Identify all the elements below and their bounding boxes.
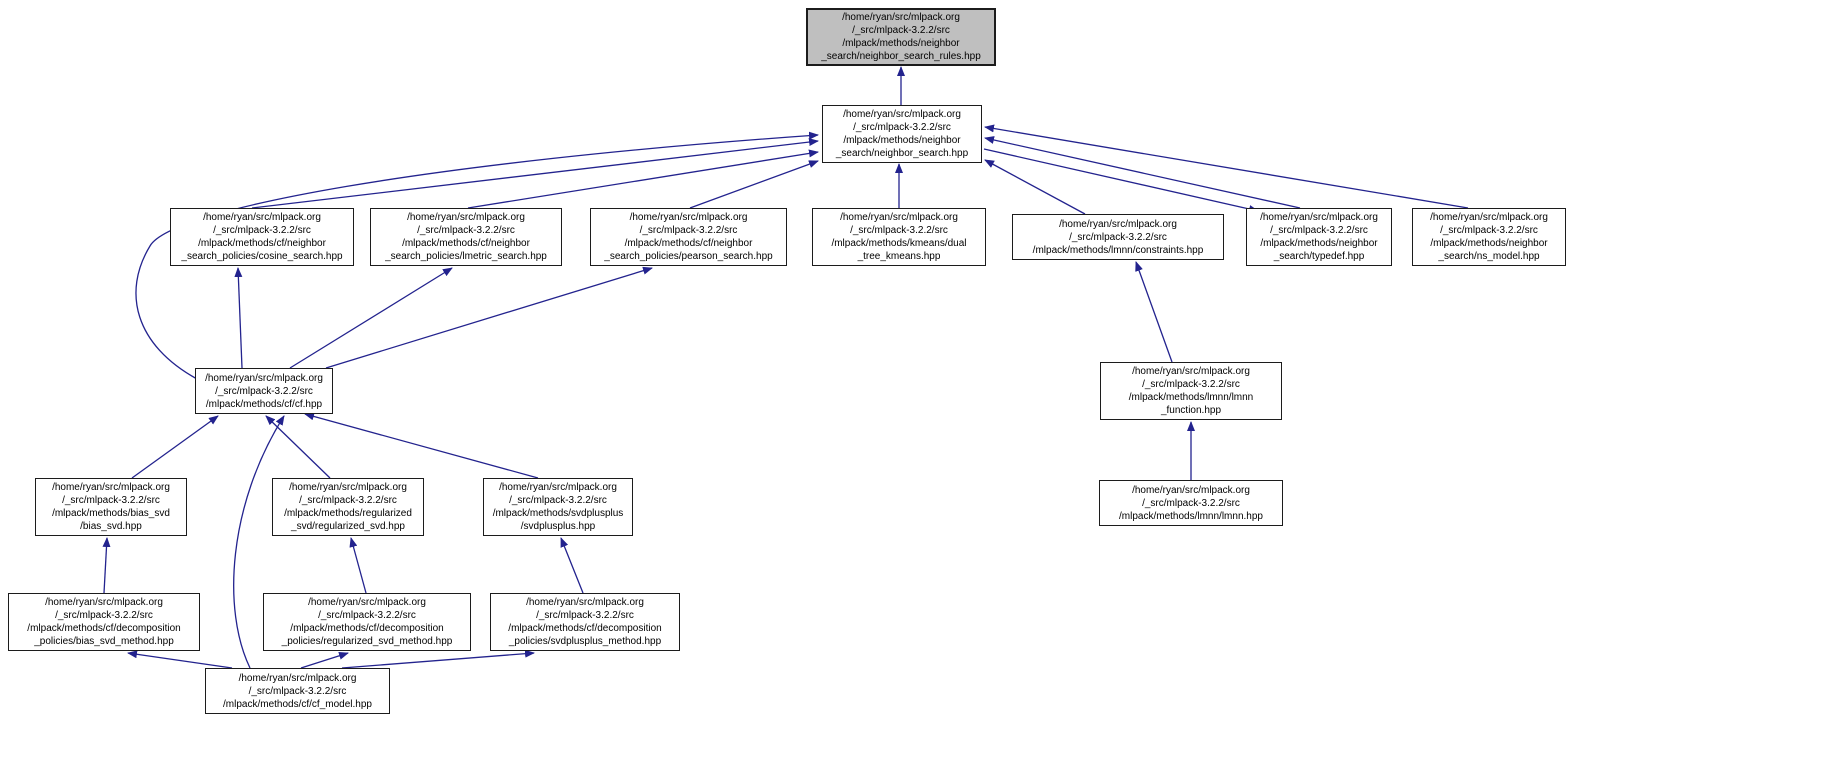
edge-bias-svd-to-cf — [132, 416, 218, 478]
node-label-line: /home/ryan/src/mlpack.org — [52, 482, 170, 493]
node-label-line: /home/ryan/src/mlpack.org — [308, 597, 426, 608]
edge-lmnn-function-to-lmnn-constraints — [1136, 262, 1172, 362]
node-label-line: /home/ryan/src/mlpack.org — [238, 672, 357, 684]
node-label-line: /svdplusplus.hpp — [520, 521, 596, 532]
node-label-line: /mlpack/methods/lmnn/lmnn — [1128, 392, 1254, 403]
node-label-line: /_src/mlpack-3.2.2/src — [215, 385, 313, 397]
node-label-line: /mlpack/methods/cf/cf_model.hpp — [223, 698, 372, 710]
node-label-line: /mlpack/methods/cf/neighbor — [198, 238, 326, 249]
graph-node-bias-svd[interactable] — [35, 478, 187, 536]
edge-cf-model-to-svdplusplus-method — [342, 653, 534, 668]
node-label-line: /mlpack/methods/neighbor — [1430, 238, 1548, 249]
node-label-line: _search/neighbor_search_rules.hpp — [821, 51, 981, 62]
graph-node-neighbor-search[interactable] — [822, 105, 982, 163]
graph-node-regularized-svd[interactable] — [272, 478, 424, 536]
node-label-line: /_src/mlpack-3.2.2/src — [213, 225, 311, 236]
node-label-line: /mlpack/methods/neighbor — [1260, 238, 1378, 249]
node-label-line: /mlpack/methods/regularized — [284, 508, 412, 519]
node-label-line: /_src/mlpack-3.2.2/src — [639, 225, 738, 236]
node-label-line: _tree_kmeans.hpp — [857, 251, 941, 262]
edge-cosine-search-to-neighbor-search — [252, 141, 818, 208]
node-label-line: /mlpack/methods/neighbor — [843, 135, 961, 146]
node-label-line: /_src/mlpack-3.2.2/src — [248, 685, 347, 697]
edge-bias-svd-method-to-bias-svd — [104, 538, 107, 593]
node-label-line: _search_policies/cosine_search.hpp — [181, 251, 343, 262]
graph-node-lmetric-search[interactable] — [370, 208, 562, 266]
node-label-line: /home/ryan/src/mlpack.org — [842, 12, 960, 23]
node-label-line: /home/ryan/src/mlpack.org — [1430, 212, 1548, 223]
node-label-line: /mlpack/methods/cf/decomposition — [508, 623, 662, 634]
node-label-line: /home/ryan/src/mlpack.org — [1260, 212, 1378, 223]
node-label-line: /home/ryan/src/mlpack.org — [407, 212, 525, 223]
edge-regularized-svd-method-to-regularized-svd — [351, 538, 366, 593]
node-label-line: /_src/mlpack-3.2.2/src — [318, 610, 416, 621]
node-label-line: /_src/mlpack-3.2.2/src — [853, 122, 951, 133]
node-label-line: _search_policies/lmetric_search.hpp — [385, 251, 547, 262]
graph-node-ns-typedef[interactable] — [1246, 208, 1392, 266]
graph-node-ns-model[interactable] — [1412, 208, 1566, 266]
edge-ns-typedef-to-neighbor-search — [985, 138, 1300, 208]
graph-node-svdplusplus[interactable] — [483, 478, 633, 536]
node-label-line: _policies/svdplusplus_method.hpp — [508, 636, 662, 647]
graph-node-lmnn[interactable] — [1099, 480, 1283, 526]
graph-node-lmnn-constraints[interactable] — [1012, 214, 1224, 260]
edge-regularized-svd-to-cf — [266, 416, 330, 478]
node-label-line: /_src/mlpack-3.2.2/src — [1440, 225, 1538, 236]
node-label-line: /mlpack/methods/cf/decomposition — [27, 623, 181, 634]
node-label-line: /home/ryan/src/mlpack.org — [205, 372, 323, 384]
node-label-line: /_src/mlpack-3.2.2/src — [62, 495, 160, 506]
graph-node-neighbor-search-rules[interactable] — [806, 8, 996, 66]
node-label-line: /mlpack/methods/cf/neighbor — [402, 238, 530, 249]
edge-cf-to-cosine-search — [238, 268, 242, 368]
node-label-line: /home/ryan/src/mlpack.org — [1132, 484, 1250, 496]
graph-node-cosine-search[interactable] — [170, 208, 354, 266]
node-label-line: /_src/mlpack-3.2.2/src — [1142, 379, 1240, 390]
node-label-line: /home/ryan/src/mlpack.org — [499, 482, 617, 493]
graph-node-dual-tree-kmeans[interactable] — [812, 208, 986, 266]
node-label-line: /home/ryan/src/mlpack.org — [526, 597, 644, 608]
node-label-line: /home/ryan/src/mlpack.org — [843, 109, 961, 120]
edge-neighbor-search-to-ns-typedef — [984, 149, 1258, 211]
edge-svdplusplus-method-to-svdplusplus — [561, 538, 583, 593]
graph-node-lmnn-function[interactable] — [1100, 362, 1282, 420]
node-label-line: /mlpack/methods/kmeans/dual — [831, 238, 967, 249]
edge-cf-model-to-bias-svd-method — [128, 653, 232, 668]
node-label-line: /_src/mlpack-3.2.2/src — [299, 495, 397, 506]
node-label-line: /home/ryan/src/mlpack.org — [289, 482, 407, 493]
node-label-line: /_src/mlpack-3.2.2/src — [1069, 231, 1167, 243]
node-label-line: /home/ryan/src/mlpack.org — [1059, 218, 1177, 230]
node-label-line: /_src/mlpack-3.2.2/src — [55, 610, 153, 621]
graph-node-pearson-search[interactable] — [590, 208, 787, 266]
node-label-line: /mlpack/methods/cf/decomposition — [290, 623, 444, 634]
node-label-line: /home/ryan/src/mlpack.org — [203, 212, 321, 223]
node-label-line: /home/ryan/src/mlpack.org — [1132, 366, 1250, 377]
node-label-line: _search/ns_model.hpp — [1438, 251, 1540, 262]
node-label-line: _policies/regularized_svd_method.hpp — [281, 636, 453, 647]
node-label-line: _policies/bias_svd_method.hpp — [34, 636, 174, 647]
node-label-line: /_src/mlpack-3.2.2/src — [536, 610, 634, 621]
node-label-line: /mlpack/methods/lmnn/lmnn.hpp — [1119, 510, 1263, 522]
node-label-line: /mlpack/methods/cf/cf.hpp — [205, 398, 323, 410]
node-label-line: /mlpack/methods/bias_svd — [52, 508, 170, 519]
graph-node-cf-model[interactable] — [205, 668, 390, 714]
node-label-line: /bias_svd.hpp — [80, 521, 142, 532]
node-label-line: /home/ryan/src/mlpack.org — [629, 212, 748, 223]
node-label-line: _search/neighbor_search.hpp — [835, 148, 969, 159]
node-label-line: /_src/mlpack-3.2.2/src — [417, 225, 515, 236]
node-label-line: /mlpack/methods/svdplusplus — [492, 508, 624, 519]
edge-cf-to-lmetric-search — [290, 268, 452, 368]
node-label-line: /mlpack/methods/cf/neighbor — [624, 238, 753, 249]
graph-node-svdplusplus-method[interactable] — [490, 593, 680, 651]
node-label-line: /_src/mlpack-3.2.2/src — [1270, 225, 1368, 236]
node-label-line: _svd/regularized_svd.hpp — [291, 521, 405, 532]
node-label-line: /mlpack/methods/lmnn/constraints.hpp — [1032, 244, 1204, 256]
graph-node-cf[interactable] — [195, 368, 333, 414]
node-label-line: /_src/mlpack-3.2.2/src — [509, 495, 607, 506]
graph-node-regularized-svd-method[interactable] — [263, 593, 471, 651]
node-label-line: /home/ryan/src/mlpack.org — [840, 212, 958, 223]
graph-node-bias-svd-method[interactable] — [8, 593, 200, 651]
edge-svdplusplus-to-cf — [305, 414, 538, 478]
node-label-line: _search/typedef.hpp — [1273, 251, 1365, 262]
edge-cf-to-pearson-search — [326, 268, 652, 368]
node-label-line: /_src/mlpack-3.2.2/src — [852, 25, 950, 36]
node-label-line: /_src/mlpack-3.2.2/src — [850, 225, 948, 236]
node-label-line: _function.hpp — [1160, 405, 1222, 416]
edge-cf-model-to-regularized-svd-method — [301, 653, 348, 668]
node-label-line: /home/ryan/src/mlpack.org — [45, 597, 163, 608]
edge-pearson-search-to-neighbor-search — [690, 161, 818, 208]
edge-ns-model-to-neighbor-search — [985, 127, 1468, 208]
node-label-line: _search_policies/pearson_search.hpp — [604, 251, 773, 262]
node-label-line: /_src/mlpack-3.2.2/src — [1142, 497, 1240, 509]
node-label-line: /mlpack/methods/neighbor — [842, 38, 960, 49]
